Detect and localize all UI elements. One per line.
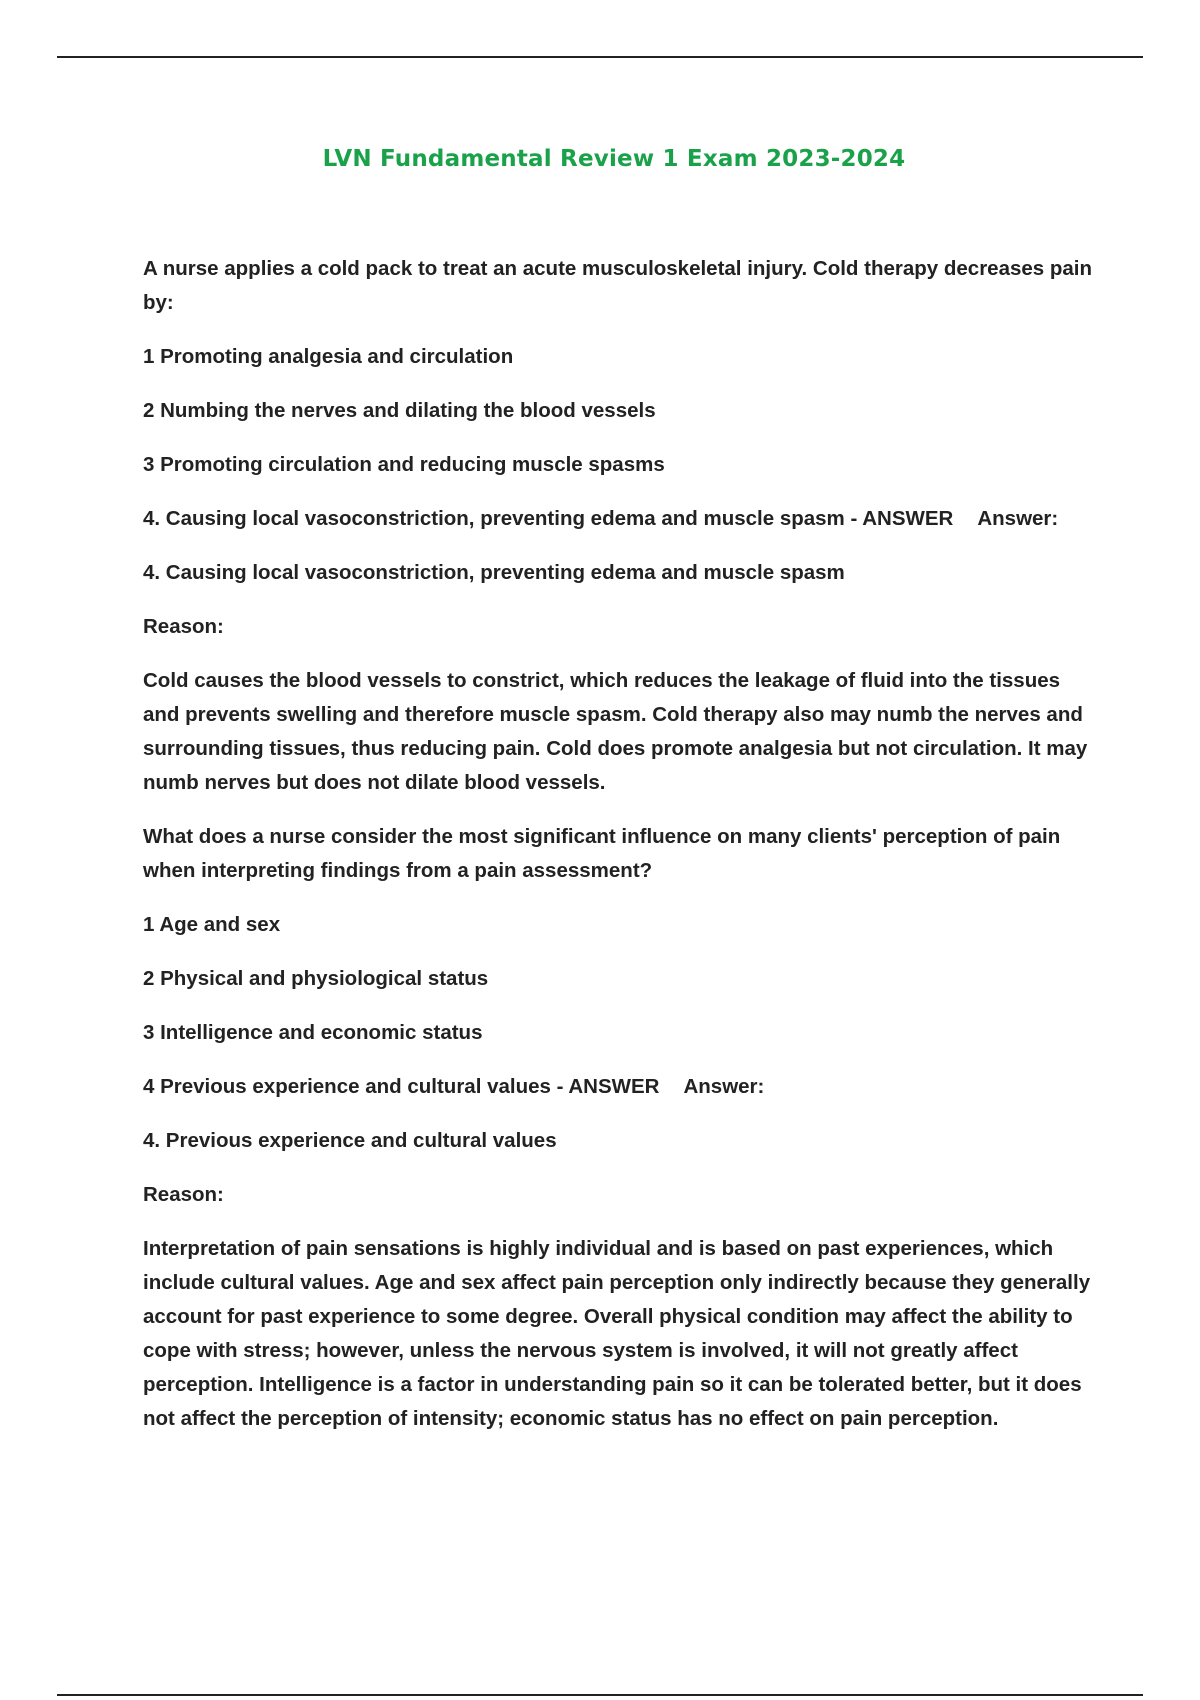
reason-text: Interpretation of pain sensations is highly individual and is based on past experiences, which include cultural values. Age and sex affect pain perception only indirectly because they generally account for past experience to some degree. Overall physical condition may affect the ability to cope with stress; however, unless the nervous system is involved, it will not greatly affect perception. Intelligence is a factor in understanding pain so it can be tolerated better, but it does not affect the perception of intensity; economic status has no effect on pain perception. [143, 1237, 1091, 1430]
correct-answer: 4. Previous experience and cultural values [143, 1129, 557, 1152]
reason-label: Reason: [143, 615, 224, 638]
top-divider [57, 56, 1143, 58]
answer-option: 2 Physical and physiological status [143, 967, 489, 990]
reason-label: Reason: [143, 1183, 224, 1206]
answer-option: 3 Promoting circulation and reducing muscle spasms [143, 453, 665, 476]
answer-label: Answer: [977, 507, 1059, 530]
answer-option-line [143, 1070, 1093, 1104]
document-body [143, 252, 1093, 1456]
question-stem: A nurse applies a cold pack to treat an acute musculoskeletal injury. Cold therapy decreases pain by: [143, 257, 1093, 314]
document-title: LVN Fundamental Review 1 Exam 2023-2024 [322, 146, 906, 172]
answer-option-line [143, 502, 1093, 536]
correct-answer: 4. Causing local vasoconstriction, preventing edema and muscle spasm [143, 561, 845, 584]
bottom-divider [57, 1694, 1143, 1696]
answer-label: Answer: [683, 1075, 765, 1098]
answer-option: 2 Numbing the nerves and dilating the blood vessels [143, 399, 656, 422]
answer-option: 3 Intelligence and economic status [143, 1021, 483, 1044]
answer-option: 4 Previous experience and cultural values - ANSWER [143, 1075, 660, 1098]
answer-option: 1 Promoting analgesia and circulation [143, 345, 514, 368]
answer-option: 4. Causing local vasoconstriction, preventing edema and muscle spasm - ANSWER [143, 507, 954, 530]
answer-option: 1 Age and sex [143, 913, 281, 936]
question-stem: What does a nurse consider the most significant influence on many clients' perception of pain when interpreting findings from a pain assessment? [143, 825, 1061, 882]
reason-text: Cold causes the blood vessels to constrict, which reduces the leakage of fluid into the tissues and prevents swelling and therefore muscle spasm. Cold therapy also may numb the nerves and surrounding tissues, thus reducing pain. Cold does promote analgesia but not circulation. It may numb nerves but does not dilate blood vessels. [143, 669, 1088, 794]
